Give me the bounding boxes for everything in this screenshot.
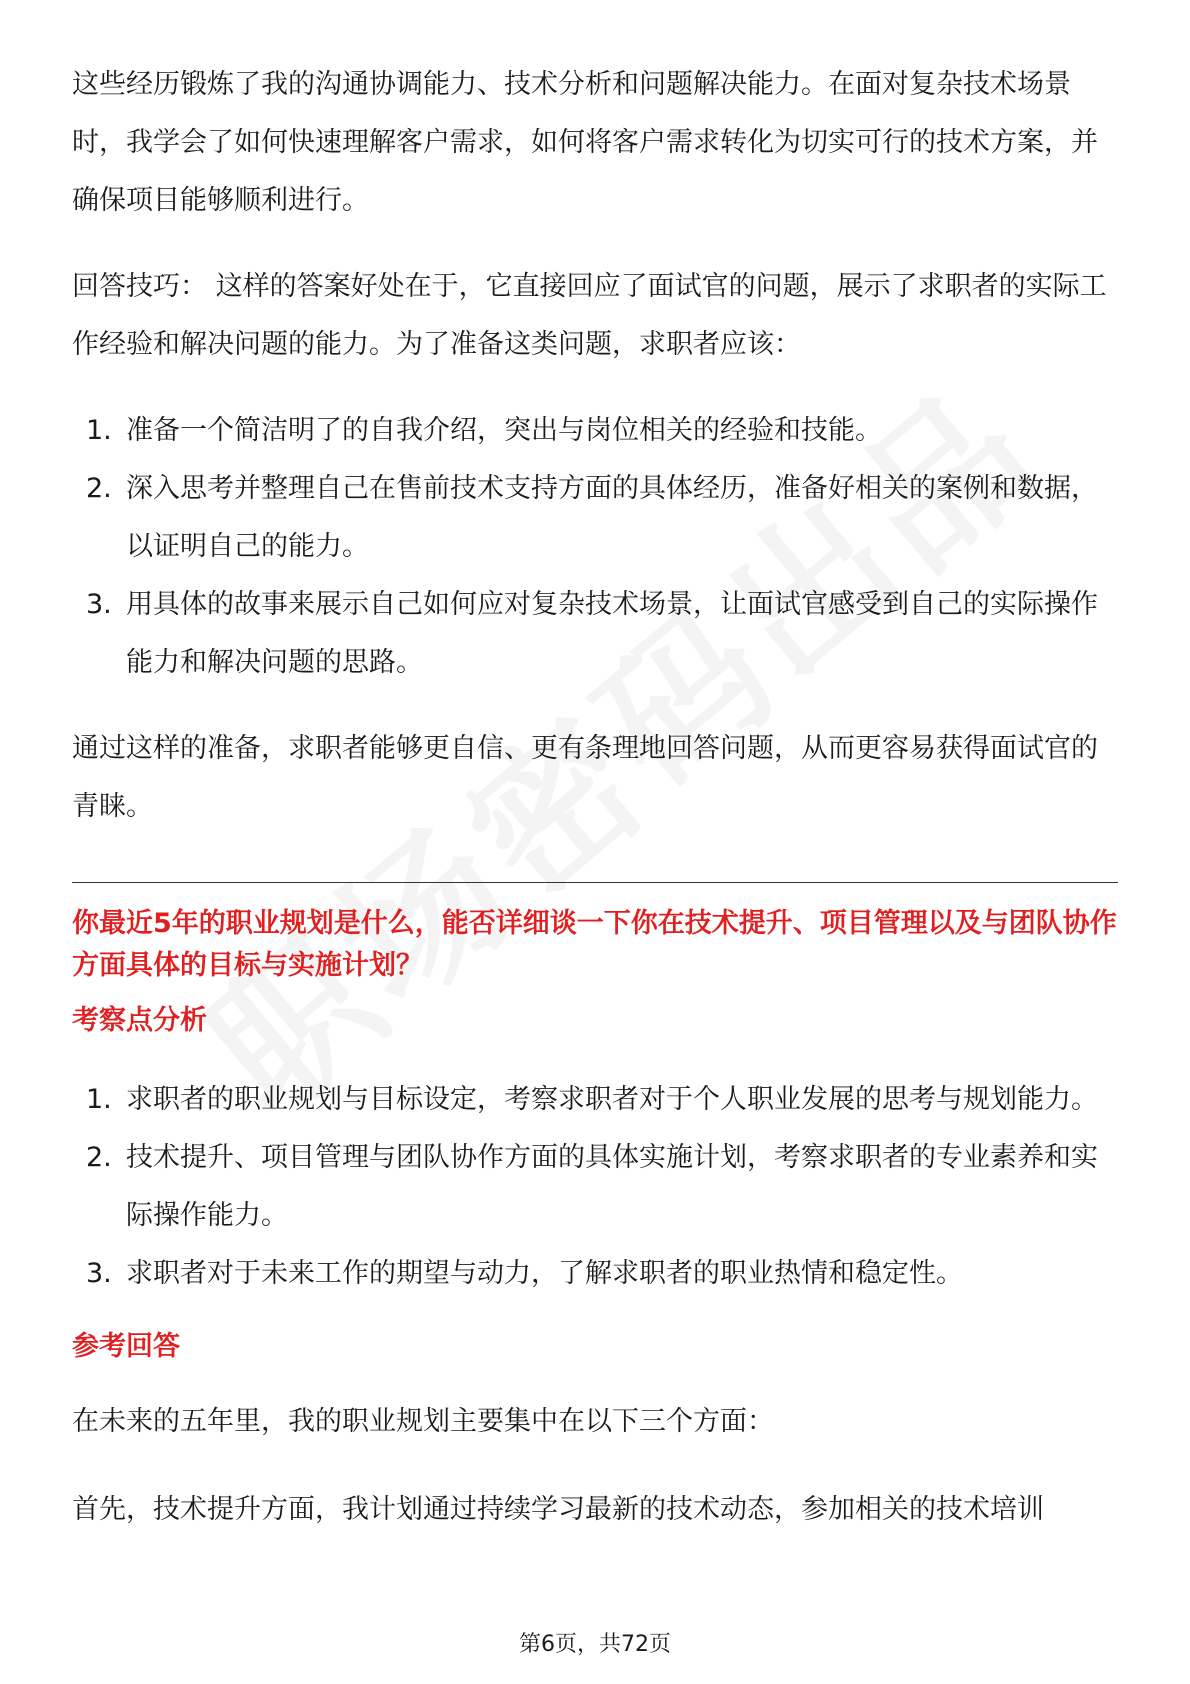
list-number: 2. [86, 1142, 112, 1173]
list-item [72, 460, 1118, 576]
tips-paragraph: 回答技巧： 这样的答案好处在于，它直接回应了面试官的问题，展示了求职者的实际工作经验和解决问题的能力。为了准备这类问题，求职者应该： [72, 271, 1107, 360]
list-item-text: 用具体的故事来展示自己如何应对复杂技术场景，让面试官感受到自己的实际操作能力和解决问题的思路。 [126, 589, 1098, 678]
answer-first: 首先，技术提升方面，我计划通过持续学习最新的技术动态，参加相关的技术培训 [72, 1494, 1044, 1525]
page-content [72, 56, 1118, 1539]
list-item [72, 1071, 1118, 1129]
list-number: 1. [86, 415, 112, 446]
page-footer: 第6页，共72页 [519, 1632, 671, 1657]
list-item-text: 深入思考并整理自己在售前技术支持方面的具体经历，准备好相关的案例和数据，以证明自己的能力。 [126, 473, 1098, 562]
list-item-text: 准备一个简洁明了的自我介绍，突出与岗位相关的经验和技能。 [126, 415, 882, 446]
intro-paragraph: 这些经历锻炼了我的沟通协调能力、技术分析和问题解决能力。在面对复杂技术场景时，我学会了如何快速理解客户需求，如何将客户需求转化为切实可行的技术方案，并确保项目能够顺利进行。 [72, 69, 1098, 216]
list-number: 3. [86, 1258, 112, 1289]
list-number: 1. [86, 1084, 112, 1115]
answer-heading: 参考回答 [72, 1331, 180, 1362]
question-heading: 你最近5年的职业规划是什么，能否详细谈一下你在技术提升、项目管理以及与团队协作方面具体的目标与实施计划？ [72, 908, 1117, 981]
analysis-heading: 考察点分析 [72, 1005, 207, 1036]
answer-intro: 在未来的五年里，我的职业规划主要集中在以下三个方面： [72, 1406, 774, 1437]
list-item [72, 1245, 1118, 1303]
list-number: 2. [86, 473, 112, 504]
list-item [72, 402, 1118, 460]
list-number: 3. [86, 589, 112, 620]
analysis-list [72, 1071, 1118, 1303]
list-item-text: 技术提升、项目管理与团队协作方面的具体实施计划，考察求职者的专业素养和实际操作能力。 [126, 1142, 1098, 1231]
list-item [72, 1129, 1118, 1245]
closing-paragraph: 通过这样的准备，求职者能够更自信、更有条理地回答问题，从而更容易获得面试官的青睐。 [72, 733, 1098, 822]
list-item-text: 求职者对于未来工作的期望与动力，了解求职者的职业热情和稳定性。 [126, 1258, 963, 1289]
list-item-text: 求职者的职业规划与目标设定，考察求职者对于个人职业发展的思考与规划能力。 [126, 1084, 1098, 1115]
list-item [72, 576, 1118, 692]
tips-list [72, 402, 1118, 692]
